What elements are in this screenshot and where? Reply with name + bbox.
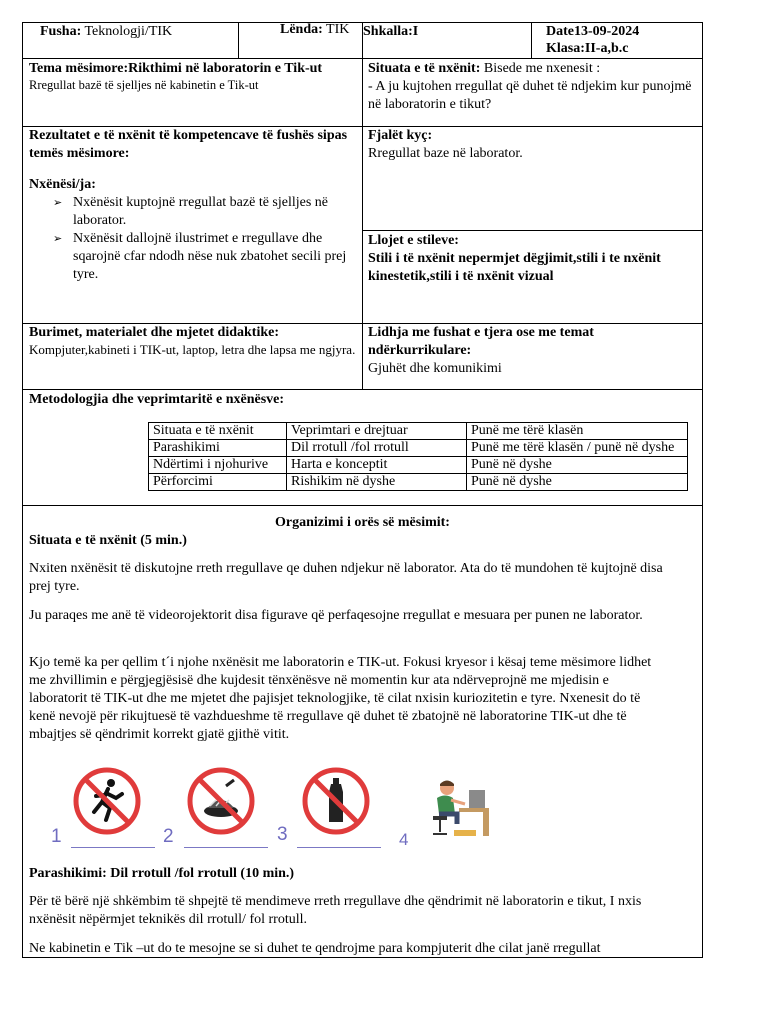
paragraph: Kjo temë ka per qellim t´i njohe nxënësit me laboratorin e TIK-ut. Fokusi kryesor i kësaj teme mësimore lidhet me zhvillimin e përgjegjësisë dhe kujdesit tënxënësve në momentin kur ata ndërveprojnë me mjedisin e laboratorit të TIK-ut dhe me mjetet dhe pajisjet teknologjike, të cilat nxisin kuriozitetin e tyre. Nxenesit do të kenë nevojë për rikujtuesë të vazhdueshme të rregullave që duhet të zbatojnë në laboratorine TIK-ut dhe të mbajtjes së qëndrimit korrekt gjatë gjithë vitit. — [29, 655, 652, 742]
table-cell: Veprimtari e drejtuar — [287, 423, 467, 440]
lesson-plan-page — [22, 22, 703, 958]
shkalla: Shkalla:I — [363, 24, 419, 39]
fusha-value: Teknologji/TIK — [84, 24, 173, 39]
table-cell: Dil rrotull /fol rrotull — [287, 440, 467, 457]
lenda-label: Lënda: — [280, 22, 323, 37]
divider — [362, 230, 702, 231]
burimet-cell — [29, 324, 359, 358]
figure-number: 3 — [277, 824, 288, 845]
figure-underline — [71, 847, 155, 848]
lidhja-cell — [368, 324, 698, 378]
list-item: ➢ Nxënësit kuptojnë rregullat bazë të sjelljes në laborator. — [29, 194, 359, 230]
burimet-label: Burimet, materialet dhe mjetet didaktike: — [29, 325, 279, 340]
divider — [531, 23, 532, 58]
table-row — [149, 423, 688, 440]
fjalet-cell — [368, 127, 698, 163]
figure-number: 2 — [163, 826, 174, 847]
table-cell: Punë në dyshe — [467, 474, 688, 491]
llojet-value: Stili i të nxënit nepermjet dëgjimit,stili i te nxënit kinestetik,stili i të nxënit vizual — [368, 251, 661, 284]
table-cell: Ndërtimi i njohurive — [149, 457, 287, 474]
tema-title: Tema mësimore:Rikthimi në laboratorin e Tik-ut — [29, 61, 323, 76]
rezultatet-subheading: Nxënësi/ja: — [29, 177, 96, 192]
no-drinks-icon — [301, 766, 371, 836]
situata-label: Situata e të nxënit: — [368, 61, 481, 76]
table-row — [149, 457, 688, 474]
figure-underline — [184, 847, 268, 848]
situata-cell — [368, 60, 698, 114]
figure-number: 4 — [399, 830, 409, 849]
llojet-cell — [368, 232, 698, 286]
figure-number: 1 — [51, 826, 62, 847]
rezultatet-list — [29, 194, 359, 284]
list-item: ➢ Nxënësit dallojnë ilustrimet e rregullave dhe sqarojnë cfar ndodh nëse nuk zbatohet secili prej tyre. — [29, 230, 359, 284]
fusha-label: Fusha: — [40, 24, 82, 39]
fjalet-value: Rregullat baze në laborator. — [368, 146, 523, 161]
rezultatet-title: Rezultatet e të nxënit të kompetencave të fushës sipas temës mësimore: — [29, 128, 348, 161]
table-cell: Punë me tërë klasën — [467, 423, 688, 440]
table-cell: Përforcimi — [149, 474, 287, 491]
table-cell: Harta e konceptit — [287, 457, 467, 474]
organizimi-title: Organizimi i orës së mësimit: — [275, 515, 450, 530]
divider — [23, 389, 702, 390]
paragraph: Ju paraqes me anë të videorojektorit disa figurave që perfaqesojne rregullat e mesuara per punen ne laborator. — [29, 608, 643, 623]
paragraph: Nxiten nxënësit të diskutojne rreth rregullave qe duhen ndjekur në laborator. Ata do të mundohen të kujtojnë disa prej tyre. — [29, 561, 663, 594]
divider — [238, 23, 239, 58]
divider — [362, 23, 363, 389]
tema-cell — [29, 60, 359, 93]
paragraph: Ne kabinetin e Tik –ut do te mesojne se si duhet te qendrojme para kompjuterit dhe cilat janë rregullat — [29, 941, 601, 956]
no-running-icon — [72, 766, 142, 836]
figure-underline — [297, 847, 381, 848]
table-row — [149, 440, 688, 457]
burimet-value: Kompjuter,kabineti i TIK-ut, laptop, letra dhe lapsa me ngjyra. — [29, 342, 356, 357]
table-cell: Punë në dyshe — [467, 457, 688, 474]
lidhja-value: Gjuhët dhe komunikimi — [368, 361, 502, 376]
table-cell: Rishikim në dyshe — [287, 474, 467, 491]
lenda-value: TIK — [326, 22, 350, 37]
no-food-icon — [186, 766, 256, 836]
fjalet-label: Fjalët kyç: — [368, 128, 433, 143]
situata-question: - A ju kujtohen rregullat që duhet të ndjekim kur punojmë në laboratorin e tikut? — [368, 79, 692, 112]
situata-value: Bisede me nxenesit : — [483, 61, 601, 76]
rezultatet-cell — [29, 127, 359, 284]
person-at-computer-icon — [423, 768, 493, 840]
klasa: Klasa:II-a,b.c — [546, 41, 629, 56]
fusha-field — [40, 23, 172, 41]
metodologjia-title: Metodologjia dhe veprimtaritë e nxënësve: — [29, 392, 285, 407]
table-cell: Parashikimi — [149, 440, 287, 457]
parashikimi-heading: Parashikimi: Dil rrotull /fol rrotull (10 min.) — [29, 866, 295, 881]
llojet-label: Llojet e stileve: — [368, 233, 459, 248]
date: Date13-09-2024 — [546, 24, 640, 39]
table-cell: Situata e të nxënit — [149, 423, 287, 440]
paragraph: Për të bërë një shkëmbim të shpejtë të mendimeve rreth rregullave dhe qëndrimit në laboratorin e tikut, I nxis nxënësit nëpërmjet teknikës dil rrotull/ fol rrotull. — [29, 894, 642, 927]
tema-subtitle: Rregullat bazë të sjelljes në kabinetin e Tik-ut — [29, 78, 259, 92]
table-cell: Punë me tërë klasën / punë në dyshe — [467, 440, 688, 457]
lenda-field — [280, 22, 349, 39]
divider — [23, 505, 702, 506]
methodology-table — [148, 422, 688, 491]
table-row — [149, 474, 688, 491]
situata-heading: Situata e të nxënit (5 min.) — [29, 533, 187, 548]
lidhja-label: Lidhja me fushat e tjera ose me temat ndërkurrikulare: — [368, 325, 594, 358]
